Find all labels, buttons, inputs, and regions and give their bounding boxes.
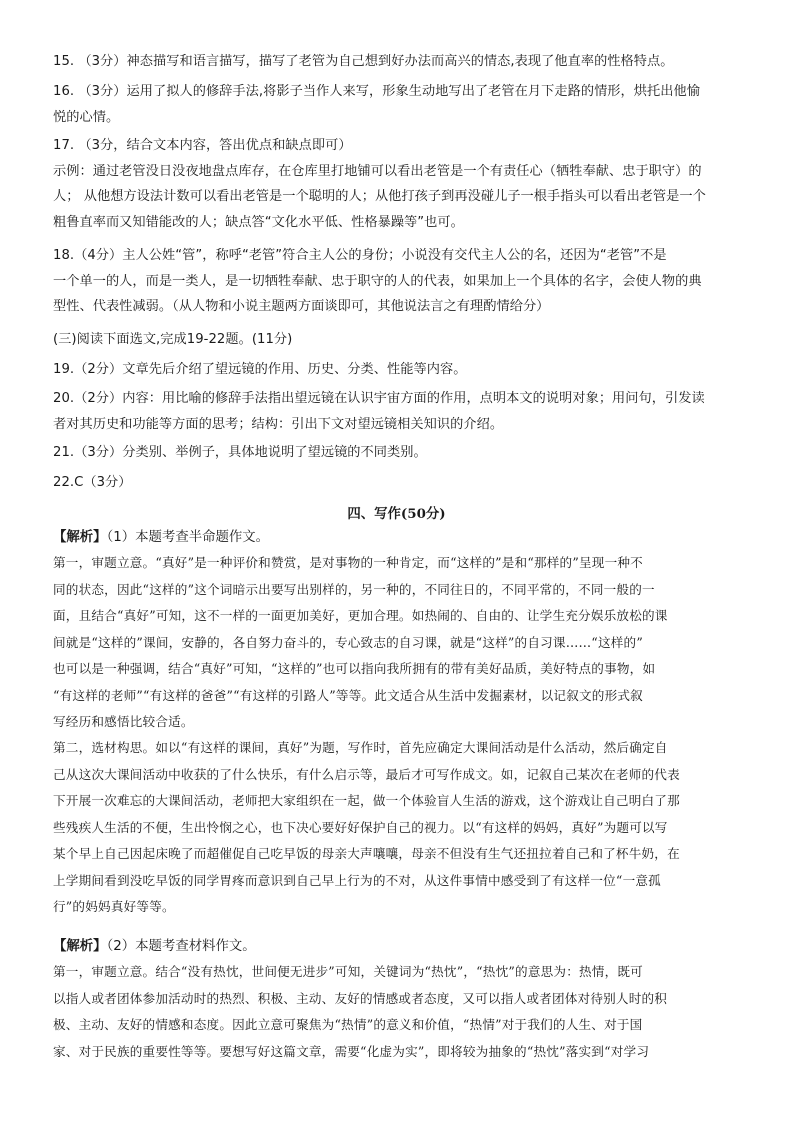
answer-line: 一个单一的人，而是一类人，是一切牺牲奉献、忠于职守的人的代表，如果加上一个具体的名字，会使人物的典 [53, 273, 702, 289]
analysis-label: 【解析】 [53, 530, 107, 545]
answer-line: 21.（3分）分类别、举例子，具体地说明了望远镜的不同类别。 [53, 445, 427, 460]
analysis-title: （1）本题考查半命题作文。 [106, 530, 270, 545]
answer-line: 20.（2分）内容：用比喻的修辞手法指出望远镜在认识宇宙方面的作用，点明本文的说明对象；用问句，引发读 [53, 391, 705, 406]
paragraph-line: 第一，审题立意。结合“没有热忱，世间便无进步”可知，关键词为“热忱”，“热忱”的意思为：热情，既可 [53, 964, 643, 979]
answer-q19 [53, 357, 743, 383]
answer-line: 者对其历史和功能等方面的思考；结构：引出下文对望远镜相关知识的介绍。 [53, 416, 504, 432]
section-line: (三)阅读下面选文,完成19-22题。(11分) [53, 332, 293, 347]
analysis-paragraph [53, 959, 743, 1065]
section-three-heading [53, 327, 743, 353]
paragraph-line: 写经历和感悟比较合适。 [53, 714, 194, 729]
paragraph-line: 上学期间看到没吃早饭的同学胃疼而意识到自己早上行为的不对，从这件事情中感受到了有这样一位“一意孤 [53, 872, 661, 888]
answer-q18 [53, 243, 743, 320]
answer-line: 19.（2分）文章先后介绍了望远镜的作用、历史、分类、性能等内容。 [53, 362, 467, 377]
answer-q21 [53, 440, 743, 466]
paragraph-line: 第二，选材构思。如以“有这样的课间，真好”为题，写作时，首先应确定大课间活动是什么活动，然后确定自 [53, 740, 668, 755]
paragraph-line: 些残疾人生活的不便，生出怜悯之心，也下决心要好好保护自己的视力。以“有这样的妈妈，真好”为题可以写 [53, 819, 668, 835]
analysis-heading-1 [53, 526, 743, 545]
analysis-title: （2）本题考查材料作文。 [106, 939, 256, 954]
paragraph-line: 行”的妈妈真好等等。 [53, 899, 175, 914]
answer-q15 [53, 49, 743, 75]
answer-line: 人； 从他想方设法计数可以看出老管是一个聪明的人；从他打孩子到再没碰儿子一根手指头可以看出老管是一个 [53, 189, 706, 204]
analysis-label: 【解析】 [53, 939, 107, 954]
paragraph-line: 第一，审题立意。“真好”是一种评价和赞赏，是对事物的一种肯定，而“这样的”是和“那样的”呈现一种不 [53, 555, 643, 570]
answer-line: 示例：通过老管没日没夜地盘点库存，在仓库里打地铺可以看出老管是一个有责任心（牺牲奉献、忠于职守）的 [53, 163, 702, 179]
analysis-paragraph [53, 735, 743, 921]
paragraph-line: “有这样的老师”“有这样的爸爸”“有这样的引路人”等等。此文适合从生活中发掘素材，以记叙文的形式叙 [53, 687, 643, 703]
paragraph-line: 面，且结合“真好”可知，这不一样的一面更加美好，更加合理。如热闹的、自由的、让学生充分娱乐放松的课 [53, 608, 668, 623]
answer-line: 17. （3分，结合文本内容，答出优点和缺点即可） [53, 138, 352, 153]
answer-line: 悦的心情。 [53, 109, 120, 125]
paragraph-line: 下开展一次难忘的大课间活动，老师把大家组织在一起，做一个体验盲人生活的游戏，这个游戏让自己明白了那 [53, 793, 680, 808]
paragraph-line: 家、对于民族的重要性等等。要想写好这篇文章，需要“化虚为实”，即将较为抽象的“热忱”落实到“对学习 [53, 1043, 650, 1059]
analysis-paragraph [53, 550, 743, 736]
answer-line: 18.（4分）主人公姓“管”，称呼“老管”符合主人公的身份；小说没有交代主人公的名，还因为“老管”不是 [53, 248, 667, 263]
paragraph-line: 间就是“这样的”课间，安静的，各自努力奋斗的，专心致志的自习课，就是“这样”的自习课……“这样的” [53, 634, 643, 650]
analysis-heading-2 [53, 935, 743, 954]
answer-q16 [53, 79, 743, 130]
answer-line: 15. （3分）神态描写和语言描写，描写了老管为自己想到好办法而高兴的情态,表现了他直率的性格特点。 [53, 54, 674, 69]
answer-q22 [53, 470, 743, 496]
paragraph-line: 己从这次大课间活动中收获的了什么快乐，有什么启示等，最后才可写作成文。如，记叙自己某次在老师的代表 [53, 766, 680, 782]
answer-line: 型性、代表性减弱。（从人物和小说主题两方面谈即可，其他说法言之有理酌情给分） [53, 299, 550, 314]
paragraph-line: 同的状态，因此“这样的”这个词暗示出要写出别样的，另一种的，不同往日的，不同平常的，不同一般的一 [53, 581, 655, 597]
answer-q17 [53, 133, 743, 235]
answer-q20 [53, 386, 743, 437]
paragraph-line: 极、主动、友好的情感和态度。因此立意可聚焦为“热情”的意义和价值，“热情”对于我们的人生、对于国 [53, 1017, 643, 1032]
answer-line: 粗鲁直率而又知错能改的人；缺点答“文化水平低、性格暴躁等”也可。 [53, 214, 464, 230]
writing-section-heading: 四、写作(50分) [347, 506, 446, 522]
paragraph-line: 以指人或者团体参加活动时的热烈、积极、主动、友好的情感或者态度，又可以指人或者团体对待别人时的积 [53, 990, 668, 1006]
answer-line: 22.C（3分） [53, 475, 132, 490]
answer-line: 16. （3分）运用了拟人的修辞手法,将影子当作人来写，形象生动地写出了老管在月下走路的情形，烘托出他愉 [53, 84, 700, 99]
paragraph-line: 也可以是一种强调，结合“真好”可知，“这样的”也可以指向我所拥有的带有美好品质，美好特点的事物，如 [53, 661, 656, 676]
paragraph-line: 某个早上自己因起床晚了而超催促自己吃早饭的母亲大声嚷嚷，母亲不但没有生气还扭拉着自己和了杯牛奶，在 [53, 846, 680, 861]
